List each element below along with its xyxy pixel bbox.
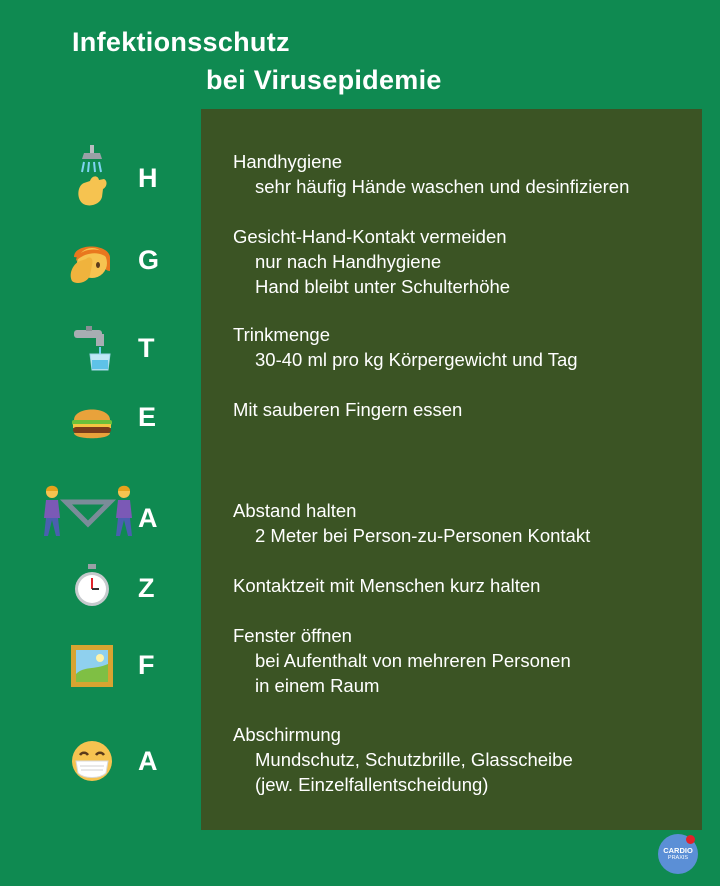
cardio-praxis-logo xyxy=(658,834,698,874)
item-text xyxy=(233,722,703,797)
item-text xyxy=(233,573,703,598)
item-heading: Kontaktzeit mit Menschen kurz halten xyxy=(233,575,541,596)
item-detail: sehr häufig Hände waschen und desinfizieren xyxy=(255,176,630,197)
item-heading: Trinkmenge xyxy=(233,324,330,345)
distance-people-icon xyxy=(38,484,138,544)
item-detail: (jew. Einzelfallentscheidung) xyxy=(255,774,489,795)
face-hand-icon xyxy=(56,231,128,291)
window-picture-icon xyxy=(56,636,128,696)
item-letter: G xyxy=(138,245,160,275)
burger-icon xyxy=(56,392,128,452)
item-heading: Gesicht-Hand-Kontakt vermeiden xyxy=(233,226,507,247)
item-detail: 2 Meter bei Person-zu-Personen Kontakt xyxy=(255,525,591,546)
item-text xyxy=(233,397,703,422)
item-detail: 30-40 ml pro kg Körpergewicht und Tag xyxy=(255,349,578,370)
page-title-line-1: Infektionsschutz xyxy=(72,27,290,57)
item-detail: nur nach Handhygiene xyxy=(255,251,442,272)
item-detail: Hand bleibt unter Schulterhöhe xyxy=(255,276,511,297)
item-text xyxy=(233,623,703,698)
logo-text-line-2: PRAXIS xyxy=(667,855,689,861)
item-text xyxy=(233,322,703,372)
mask-face-icon xyxy=(56,731,128,791)
item-heading: Abstand halten xyxy=(233,500,357,521)
item-heading: Abschirmung xyxy=(233,724,341,745)
item-letter: A xyxy=(138,503,158,533)
item-text xyxy=(233,149,703,199)
item-heading: Handhygiene xyxy=(233,151,343,172)
item-letter: H xyxy=(138,163,158,193)
page-title-line-2: bei Virusepidemie xyxy=(206,65,442,95)
item-letter: Z xyxy=(138,573,155,603)
item-detail: Mundschutz, Schutzbrille, Glasscheibe xyxy=(255,749,573,770)
stopwatch-icon xyxy=(56,556,128,616)
shower-hand-icon xyxy=(56,147,128,207)
item-letter: A xyxy=(138,746,158,776)
item-letter: E xyxy=(138,402,157,432)
tap-glass-icon xyxy=(56,318,128,378)
item-heading: Mit sauberen Fingern essen xyxy=(233,399,463,420)
item-text xyxy=(233,498,703,548)
item-text xyxy=(233,224,703,299)
item-detail: bei Aufenthalt von mehreren Personen xyxy=(255,650,571,671)
item-detail: in einem Raum xyxy=(255,675,380,696)
item-letter: F xyxy=(138,650,155,680)
item-heading: Fenster öffnen xyxy=(233,625,352,646)
logo-dot-icon xyxy=(686,835,695,844)
logo-text-line-1: CARDIO xyxy=(663,846,693,855)
item-letter: T xyxy=(138,333,155,363)
